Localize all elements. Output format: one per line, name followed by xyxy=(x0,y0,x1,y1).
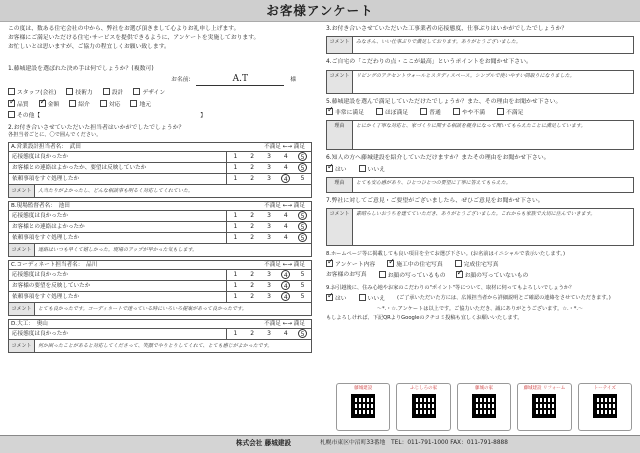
staff-name: 奥山 xyxy=(36,320,48,327)
option-label: 非常に満足 xyxy=(335,110,364,117)
checkbox[interactable] xyxy=(8,111,15,118)
qr-card[interactable] xyxy=(517,383,571,431)
q3-comment: みなさん、いい仕事ぶりで満足しております。ありがとうございました。 xyxy=(356,39,521,46)
option-item[interactable] xyxy=(359,295,385,303)
rating-scale xyxy=(227,163,311,172)
rating-option[interactable]: 4 xyxy=(283,234,288,242)
rating-option[interactable]: 4 xyxy=(281,292,290,301)
rating-option[interactable]: 5 xyxy=(298,222,307,231)
qr-logo: 藤城建設 リフォーム xyxy=(523,386,566,391)
rating-scale xyxy=(227,152,311,161)
option-item[interactable] xyxy=(326,295,347,303)
rating-option[interactable]: 2 xyxy=(250,234,255,242)
rating-option[interactable]: 4 xyxy=(281,281,290,290)
q7-comment-box[interactable] xyxy=(326,208,634,246)
option-label: 技術力 xyxy=(75,90,93,97)
comment-key: コメント xyxy=(9,244,35,256)
option-label: アンケート内容 xyxy=(335,261,376,268)
qr-card[interactable] xyxy=(457,383,511,431)
rating-option[interactable]: 3 xyxy=(267,330,271,338)
right-column xyxy=(326,26,634,321)
option-label: 紹介 xyxy=(78,101,90,108)
rating-scale xyxy=(227,281,311,290)
option-label: 金額 xyxy=(47,101,60,108)
option-label: はい xyxy=(335,166,347,173)
rating-option[interactable]: 4 xyxy=(283,223,288,231)
rating-label: 応接態度は良かったか xyxy=(9,270,227,280)
section-comment[interactable] xyxy=(9,339,311,352)
q7-comment-key: コメント xyxy=(327,209,353,245)
qr-logo: トーテイズ xyxy=(593,386,616,391)
rating-row xyxy=(9,173,311,184)
section-comment[interactable] xyxy=(9,302,311,315)
option-label: 普通 xyxy=(429,110,441,117)
qr-code-icon[interactable] xyxy=(593,394,617,418)
rating-option[interactable]: 1 xyxy=(233,212,238,220)
rating-option[interactable]: 4 xyxy=(283,212,288,220)
comment-text: 連絡はいつも早くて嬉しかった。現場のアップが早かった気もします。 xyxy=(38,246,198,253)
rating-scale xyxy=(227,222,311,231)
q2-sections xyxy=(8,142,312,353)
name-value[interactable]: A.T xyxy=(196,74,284,86)
rating-option[interactable]: 2 xyxy=(250,330,255,338)
q1-other-label: その他【 xyxy=(17,112,41,119)
review-text: もしよろしければ、下記QRよりGoogleのクチコミ投稿も宜しくお願いいたします。 xyxy=(326,314,523,321)
option-item[interactable] xyxy=(379,272,446,280)
q9-note: (ご了承いただいた方には、広報担当者から詳細説明とご確認の連絡をさせていただきます。) xyxy=(397,294,611,301)
checkbox[interactable] xyxy=(453,108,460,115)
intro-line-1: この度は、数ある住宅会社の中から、弊社をお選び頂きまして心よりお礼申し上げます。 xyxy=(8,26,240,32)
checkbox[interactable] xyxy=(387,260,394,267)
checkbox[interactable] xyxy=(359,165,366,172)
rating-option[interactable]: 2 xyxy=(250,153,255,161)
rating-option[interactable]: 2 xyxy=(250,282,255,290)
rating-option[interactable]: 5 xyxy=(300,175,305,183)
q6-reason-box[interactable] xyxy=(326,177,634,193)
rating-row xyxy=(9,221,311,232)
rating-option[interactable]: 3 xyxy=(267,271,271,279)
checkbox[interactable] xyxy=(379,271,386,278)
q1-options-row1 xyxy=(8,89,312,97)
qr-logo: ふじしろの家 xyxy=(410,386,438,391)
option-label: はい xyxy=(335,295,347,302)
company-address: 札幌市東区中沼町33番地 TEL：011-791-1000 FAX：011-791-8888 xyxy=(320,440,508,446)
option-item[interactable] xyxy=(326,166,347,174)
q8-options xyxy=(326,261,634,269)
comment-key: コメント xyxy=(9,303,35,315)
section-title xyxy=(11,143,81,151)
option-item[interactable] xyxy=(497,109,523,117)
option-item[interactable] xyxy=(133,89,165,97)
option-label: スタッフ(会社) xyxy=(17,90,57,97)
qr-card[interactable] xyxy=(578,383,632,431)
header-banner xyxy=(0,0,640,22)
staff-name: 武田 xyxy=(69,143,81,150)
comment-text: 何か困ったことがあると対応してくださって、笑顔でやりとりしてくれて、とても感じがよかったです。 xyxy=(38,342,273,349)
rating-option[interactable]: 4 xyxy=(283,153,288,161)
rating-option[interactable]: 3 xyxy=(267,164,271,172)
rating-option[interactable]: 1 xyxy=(233,223,238,231)
qr-code-row xyxy=(336,383,632,431)
rating-option[interactable]: 5 xyxy=(298,233,307,242)
checkbox[interactable] xyxy=(103,88,110,95)
rating-scale xyxy=(227,329,311,338)
rating-option[interactable]: 1 xyxy=(233,293,238,301)
q4-comment-key: コメント xyxy=(327,71,353,93)
rating-option[interactable]: 5 xyxy=(300,271,305,279)
rating-scale xyxy=(227,292,311,301)
checkbox[interactable] xyxy=(130,100,137,107)
option-label: 品質 xyxy=(17,101,29,108)
section-head-label: C.コーディネート担当者名： xyxy=(11,261,81,268)
rating-row xyxy=(9,291,311,302)
option-label: お顔の写っていないもの xyxy=(464,273,529,280)
qr-card[interactable] xyxy=(396,383,450,431)
rating-option[interactable]: 1 xyxy=(233,271,238,279)
intro-line-3: お忙しいとは思いますが、ご協力の程宜しくお願い致します。 xyxy=(8,44,170,51)
scale-label: 不満足 ←→ 満足 xyxy=(264,320,305,327)
rating-option[interactable]: 1 xyxy=(233,234,238,242)
comment-text: 人当たりがよかったし、どんな相談事も明るく対応してくれていた。 xyxy=(38,187,194,194)
rating-option[interactable]: 3 xyxy=(267,175,271,183)
q2-question: 2.お付き合いさせていただいた担当者はいかがでしたでしょうか？ xyxy=(8,125,185,132)
qr-code-icon[interactable] xyxy=(532,394,556,418)
rating-option[interactable]: 1 xyxy=(233,164,238,172)
rating-option[interactable]: 2 xyxy=(250,223,255,231)
checkbox[interactable] xyxy=(39,100,46,107)
section-head xyxy=(9,320,311,328)
checkbox[interactable] xyxy=(8,100,15,107)
option-item[interactable] xyxy=(130,101,151,109)
q3-question: 3.お付き合いさせていただいた工事業者の応接態度、仕事ぶりはいかがでしたでしょうか？ xyxy=(326,26,568,32)
comment-key: コメント xyxy=(9,340,35,352)
option-item[interactable] xyxy=(66,89,92,97)
option-item[interactable] xyxy=(456,272,529,280)
q3-comment-box[interactable] xyxy=(326,36,634,54)
checkbox[interactable] xyxy=(359,294,366,301)
q5-options xyxy=(326,109,634,117)
option-item[interactable] xyxy=(103,89,124,97)
q9-row xyxy=(326,295,634,303)
checkbox[interactable] xyxy=(69,100,76,107)
option-item[interactable] xyxy=(453,109,485,117)
q4-question: 4.ご自宅の「こだわりの点・ここが最高」というポイントをお聞かせ下さい。 xyxy=(326,59,532,66)
rating-option[interactable]: 5 xyxy=(298,329,307,338)
q8-photo-options xyxy=(379,272,529,280)
checkbox[interactable] xyxy=(326,260,333,267)
rating-option[interactable]: 3 xyxy=(267,282,271,290)
section-head-label: D.大工： xyxy=(11,320,32,327)
rating-option[interactable]: 3 xyxy=(267,223,271,231)
q5-reason: とにかく丁寧な対応と、家づくりに関する相談を親身になって聞いてもらえたことに満足しています。 xyxy=(356,123,586,130)
rating-option[interactable]: 2 xyxy=(250,175,255,183)
qr-logo: 藤城の家 xyxy=(475,386,494,391)
checkbox[interactable] xyxy=(133,88,140,95)
comment-text: とても良かったです。コーディネートで迷っている時にいろいろ提案があって良かったです。 xyxy=(38,305,247,312)
rating-scale xyxy=(227,270,311,279)
checkbox[interactable] xyxy=(456,271,463,278)
scale-label: 不満足 ←→ 満足 xyxy=(264,261,305,268)
rating-row xyxy=(9,280,311,291)
section-title xyxy=(11,202,70,210)
qr-code-icon[interactable] xyxy=(472,394,496,418)
option-item[interactable] xyxy=(420,109,441,117)
page-title: お客様アンケート xyxy=(266,3,374,18)
checkbox[interactable] xyxy=(326,165,333,172)
checkbox[interactable] xyxy=(326,294,333,301)
rating-option[interactable]: 5 xyxy=(298,163,307,172)
q3-comment-key: コメント xyxy=(327,37,353,53)
q7-question: 7.弊社に対してご意見・ご要望がございましたら、ぜひご意見をお聞かせ下さい。 xyxy=(326,197,544,204)
rating-option[interactable]: 3 xyxy=(267,153,271,161)
rating-label: 応接態度は良かったか xyxy=(9,211,227,221)
rating-option[interactable]: 2 xyxy=(250,164,255,172)
q1-other-end: 】 xyxy=(200,112,207,119)
rating-option[interactable]: 1 xyxy=(233,330,238,338)
option-label: 設計 xyxy=(111,90,124,97)
option-label: 対応 xyxy=(108,101,121,108)
company-name: 株式会社 藤城建設 xyxy=(236,439,292,447)
section-comment[interactable] xyxy=(9,243,311,256)
rating-section xyxy=(8,201,312,257)
left-column xyxy=(8,26,312,353)
option-item[interactable] xyxy=(326,261,375,269)
checkbox[interactable] xyxy=(8,88,15,95)
staff-name: 品川 xyxy=(86,261,98,268)
option-label: デザイン xyxy=(142,90,166,97)
rating-option[interactable]: 4 xyxy=(281,174,290,183)
section-head-label: A.営業設計担当者名： xyxy=(11,143,65,150)
rating-section xyxy=(8,319,312,353)
rating-option[interactable]: 5 xyxy=(300,293,305,301)
checkbox[interactable] xyxy=(420,108,427,115)
rating-label: 応接態度は良かったか xyxy=(9,152,227,162)
rating-section xyxy=(8,142,312,198)
section-title xyxy=(11,320,48,328)
rating-row xyxy=(9,151,311,162)
scale-label: 不満足 ←→ 満足 xyxy=(264,143,305,150)
q4-comment: リビングのアクセントウォールとスタディスペース。シンプルで使いやすい間取りになりました。 xyxy=(356,72,575,79)
section-head xyxy=(9,261,311,269)
option-label: 不満足 xyxy=(506,110,524,117)
rating-row xyxy=(9,269,311,280)
q1-question: 1.藤城建設を選ばれた決め手は何でしょうか？(複数可) xyxy=(8,65,154,72)
option-item[interactable] xyxy=(376,109,408,117)
section-title xyxy=(11,261,97,269)
name-row xyxy=(8,74,312,86)
scale-label: 不満足 ←→ 満足 xyxy=(264,202,305,209)
option-label: 完成住宅写真 xyxy=(463,261,499,268)
rating-option[interactable]: 5 xyxy=(298,211,307,220)
option-item[interactable] xyxy=(326,109,364,117)
rating-label: お客様の要望を反映していたか xyxy=(9,281,227,291)
option-item[interactable] xyxy=(69,101,90,109)
q6-options xyxy=(326,166,634,174)
rating-option[interactable]: 4 xyxy=(283,330,288,338)
q7-comment: 素晴らしいおうちを建てていただき、ありがとうございました。これからも家族で大切に住んでいきます。 xyxy=(356,211,596,218)
rating-option[interactable]: 1 xyxy=(233,153,238,161)
rating-option[interactable]: 4 xyxy=(283,164,288,172)
rating-option[interactable]: 1 xyxy=(233,282,238,290)
qr-logo: 藤城建設 xyxy=(354,386,373,391)
intro-line-2: お客様にご満足いただける住宅･サービスを提供できるように、アンケートを実施しております。 xyxy=(8,35,260,42)
rating-label: 依頼事項をすぐ処理したか xyxy=(9,292,227,302)
rating-option[interactable]: 2 xyxy=(250,212,255,220)
q5-question: 5.藤城建設を選んで満足していただけたでしょうか？また、その理由をお聞かせ下さい。 xyxy=(326,98,562,105)
option-label: ほぼ満足 xyxy=(385,110,409,117)
checkbox[interactable] xyxy=(66,88,73,95)
q2-sub: 各担当者ごとに、〇で囲んでください。 xyxy=(8,132,102,139)
rating-option[interactable]: 4 xyxy=(281,270,290,279)
q8-question: 8.ホームページ等に掲載しても良い項目を全てお選び下さい。(お名前はイニシャルで表示いたします。) xyxy=(326,251,566,258)
checkbox[interactable] xyxy=(455,260,462,267)
rating-option[interactable]: 5 xyxy=(298,152,307,161)
footer xyxy=(0,435,640,453)
rating-option[interactable]: 3 xyxy=(267,212,271,220)
option-label: 施工中の住宅写真 xyxy=(396,261,443,268)
option-item[interactable] xyxy=(39,101,60,109)
q8-photo-sub: お客様のお写真 xyxy=(326,272,367,279)
section-head-label: B.現場監督者名： xyxy=(11,202,53,209)
option-label: いいえ xyxy=(367,295,386,302)
option-label: いいえ xyxy=(367,166,386,173)
qr-code-icon[interactable] xyxy=(412,394,436,418)
rating-label: 依頼事項をすぐ処理したか xyxy=(9,233,227,243)
rating-option[interactable]: 2 xyxy=(250,271,255,279)
closing-text: ～*.・☆.アンケートは以上です。ご協力いただき、誠にありがとうございます。☆.・*.～ xyxy=(376,306,584,313)
q5-reason-key: 理由 xyxy=(327,121,353,149)
option-item[interactable] xyxy=(387,261,442,269)
rating-row xyxy=(9,210,311,221)
q6-reason: とても安心感があり、ひとつひとつの要望に丁寧に答えてもらえた。 xyxy=(356,179,511,186)
comment-key: コメント xyxy=(9,185,35,197)
rating-option[interactable]: 1 xyxy=(233,175,238,183)
option-label: お顔の写っているもの xyxy=(387,273,446,280)
option-item[interactable] xyxy=(8,101,29,109)
name-suffix: 様 xyxy=(290,77,296,84)
qr-code-icon[interactable] xyxy=(351,394,375,418)
q6-question: 6.知人の方へ藤城建設を紹介していただけますか？またその理由をお聞かせ下さい。 xyxy=(326,155,550,162)
rating-scale xyxy=(227,174,311,183)
section-head xyxy=(9,202,311,210)
checkbox[interactable] xyxy=(497,108,504,115)
staff-name: 池田 xyxy=(58,202,70,209)
rating-label: 依頼事項をすぐ処理したか xyxy=(9,174,227,184)
section-head xyxy=(9,143,311,151)
rating-label: お客様との連絡はよかったか xyxy=(9,222,227,232)
rating-row xyxy=(9,328,311,339)
rating-label: 応接態度は良かったか xyxy=(9,329,227,339)
option-item[interactable] xyxy=(100,101,121,109)
q1-other-option[interactable] xyxy=(8,112,206,120)
checkbox[interactable] xyxy=(100,100,107,107)
checkbox[interactable] xyxy=(376,108,383,115)
rating-option[interactable]: 3 xyxy=(267,234,271,242)
section-comment[interactable] xyxy=(9,184,311,197)
q9-question: 9.お引越後に、住み心地やお家のこだわりの"ポイント"等について、取材に伺ってもよろしいでしょうか？ xyxy=(326,285,575,292)
q4-comment-box[interactable] xyxy=(326,70,634,94)
q6-reason-key: 理由 xyxy=(327,178,353,192)
rating-option[interactable]: 3 xyxy=(267,293,271,301)
rating-row xyxy=(9,162,311,173)
qr-card[interactable] xyxy=(336,383,390,431)
name-label: お名前: xyxy=(171,77,191,84)
rating-row xyxy=(9,232,311,243)
option-item[interactable] xyxy=(359,166,385,174)
checkbox[interactable] xyxy=(326,108,333,115)
rating-scale xyxy=(227,233,311,242)
option-label: やや不満 xyxy=(461,110,486,117)
q5-reason-box[interactable] xyxy=(326,120,634,150)
rating-section xyxy=(8,260,312,316)
q8-photo-row xyxy=(326,272,634,280)
rating-scale xyxy=(227,211,311,220)
rating-label: お客様との連絡はよかったか、要望は反映していたか xyxy=(9,163,227,173)
rating-option[interactable]: 2 xyxy=(250,293,255,301)
q9-options xyxy=(326,295,385,303)
option-label: 地元 xyxy=(139,101,152,108)
rating-option[interactable]: 5 xyxy=(300,282,305,290)
q1-options-row2 xyxy=(8,101,312,109)
q1-other-row xyxy=(8,112,312,120)
